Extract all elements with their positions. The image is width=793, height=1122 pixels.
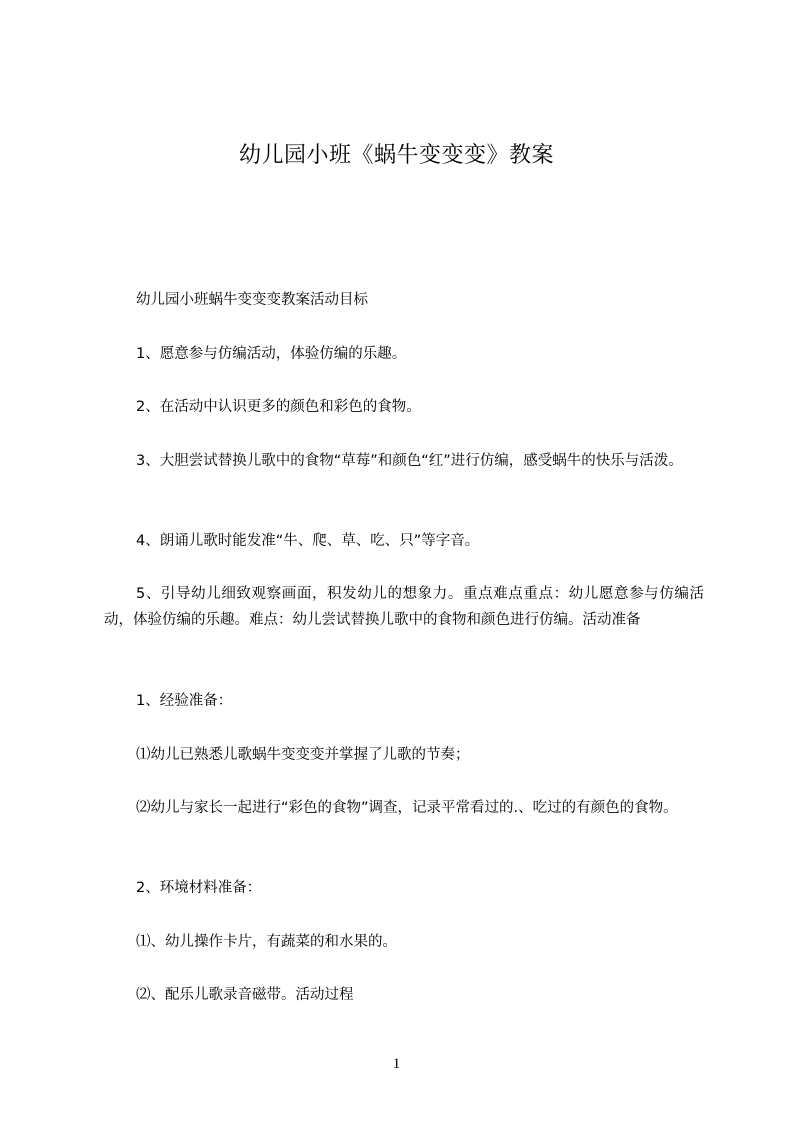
experience-prep-item-1: ⑴幼儿已熟悉儿歌蜗牛变变变并掌握了儿歌的节奏； (136, 747, 470, 763)
materials-prep-heading: 2、环境材料准备： (136, 880, 262, 896)
objective-5-and-key-points: 5、引导幼儿细致观察画面，积发幼儿的想象力。重点难点重点：幼儿愿意参与仿编活动，体验仿编的乐趣。难点：幼儿尝试替换儿歌中的食物和颜色进行仿编。活动准备 (104, 586, 704, 628)
experience-prep-heading: 1、经验准备： (136, 693, 233, 709)
document-title: 幼儿园小班《蜗牛变变变》教案 (238, 143, 554, 168)
experience-prep-item-2: ⑵幼儿与家长一起进行“彩色的食物”调查，记录平常看过的.、吃过的有颜色的食物。 (136, 800, 678, 816)
page-number: 1 (392, 1056, 401, 1072)
materials-prep-item-1: ⑴、幼儿操作卡片，有蔬菜的和水果的。 (136, 934, 397, 950)
objective-4: 4、朗诵儿歌时能发准“牛、爬、草、吃、只”等字音。 (136, 533, 480, 549)
objective-3: 3、大胆尝试替换儿歌中的食物“草莓”和颜色“红”进行仿编，感受蜗牛的快乐与活泼。 (136, 453, 683, 469)
objective-2: 2、在活动中认识更多的颜色和彩色的食物。 (136, 399, 421, 415)
objective-1: 1、愿意参与仿编活动，体验仿编的乐趣。 (136, 346, 407, 362)
objectives-heading: 幼儿园小班蜗牛变变变教案活动目标 (136, 292, 368, 308)
materials-prep-item-2: ⑵、配乐儿歌录音磁带。活动过程 (136, 987, 354, 1003)
